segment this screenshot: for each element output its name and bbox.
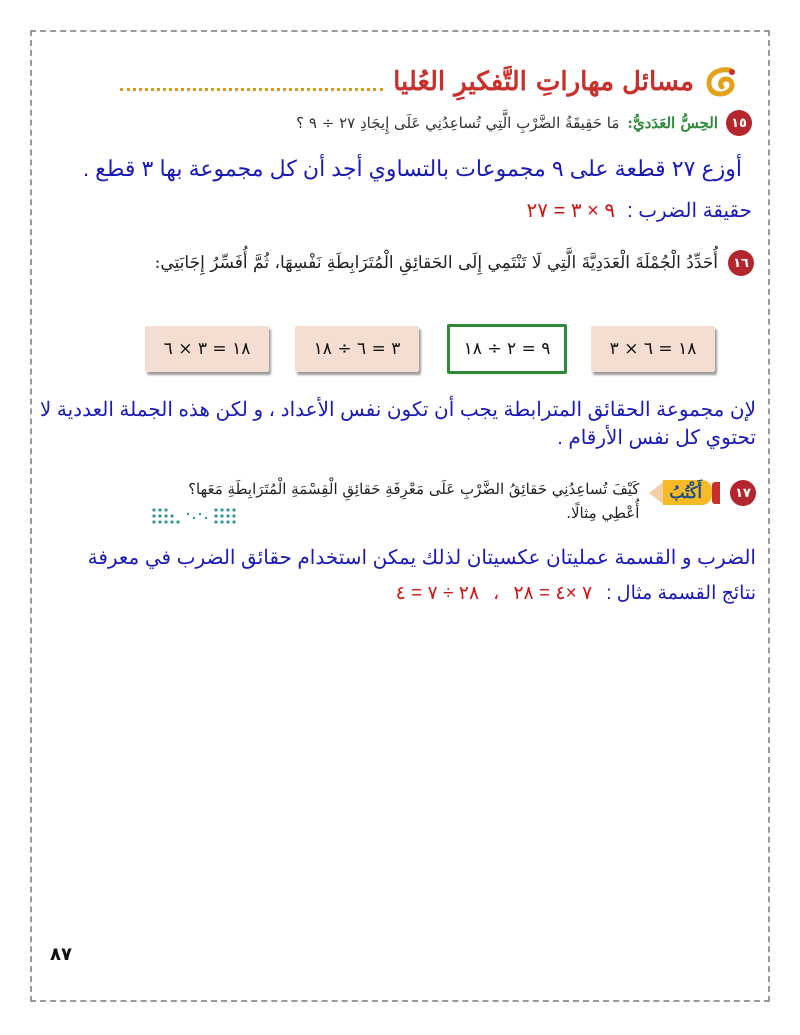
answer-17-line2 bbox=[396, 582, 756, 605]
question-16 bbox=[54, 250, 754, 276]
question-17-line1: كَيْفَ تُساعِدُنِي حَقائِقُ الضَّرْبِ عَلَى مَعْرِفَةِ حَقائِقِ الْقِسْمَةِ الْمُتَرَابِطَةِ مَعَها؟ bbox=[188, 480, 640, 498]
answer-15-line1: أوزع ٢٧ قطعة على ٩ مجموعات بالتساوي أجد أن كل مجموعة بها ٣ قطع . bbox=[82, 156, 742, 181]
card-3-selected[interactable]: ٩ = ٢ ÷ ١٨ bbox=[447, 324, 567, 374]
question-17-line2: أُعْطِي مِثالًا. bbox=[566, 504, 640, 522]
question-15 bbox=[112, 110, 752, 136]
answer-17-separator: ، bbox=[493, 583, 500, 604]
question-17-text bbox=[188, 480, 639, 522]
title-dotted-line bbox=[120, 88, 383, 91]
number-sentence-cards bbox=[145, 326, 715, 376]
page-number: ٨٧ bbox=[50, 944, 72, 965]
pencil-tip-icon bbox=[649, 482, 663, 504]
answer-17-example2: ٢٨ ÷ ٧ = ٤ bbox=[395, 583, 480, 604]
card-2[interactable]: ٣ = ٦ ÷ ١٨ bbox=[295, 326, 419, 372]
question-16-text: أُحَدِّدُ الْجُمْلَةَ الْعَدَدِيَّةَ الَّتِي لَا تَنْتَمِي إِلَى الحَقائِقِ الْمُتَرَابِطَةِ نَفْسِهَا، ثُمَّ أُفَسِّرُ إِجَابَتِي: bbox=[154, 253, 718, 273]
section-title-part1: مسائل bbox=[622, 67, 694, 97]
card-1[interactable]: ١٨ = ٣ × ٦ bbox=[145, 326, 269, 372]
question-15-text: مَا حَقِيقَةُ الضَّرْبِ الَّتِي تُساعِدُنِي عَلَى إِيجَادِ ٢٧ ÷ ٩ ؟ bbox=[296, 114, 620, 132]
question-number-17: ١٧ bbox=[730, 480, 756, 506]
answer-17-label: نتائج القسمة مثال : bbox=[606, 583, 756, 604]
question-15-label: الحِسُّ العَدَديُّ: bbox=[627, 114, 718, 132]
answer-16: لإن مجموعة الحقائق المترابطة يجب أن تكون نفس الأعداد ، و لكن هذه الجملة العددية لا تحتوي كل نفس الأرقام . bbox=[39, 399, 756, 449]
pencil-eraser-icon bbox=[712, 482, 720, 504]
write-pencil-badge bbox=[649, 480, 720, 505]
section-title bbox=[120, 62, 740, 102]
write-badge-label: أَكْتُبُ bbox=[663, 480, 712, 505]
answer-15-label: حقيقة الضرب : bbox=[627, 200, 752, 222]
answer-17-line1: الضرب و القسمة عمليتان عكسيتان لذلك يمكن استخدام حقائق الضرب في معرفة bbox=[87, 547, 756, 569]
puzzle-swirl-icon bbox=[700, 66, 740, 98]
section-title-part2: مهاراتِ التَّفكيرِ العُليا bbox=[393, 67, 615, 97]
question-number-16: ١٦ bbox=[728, 250, 754, 276]
answer-17-example1: ٧ ×٤ = ٢٨ bbox=[513, 583, 593, 604]
answer-15-line2 bbox=[527, 198, 752, 223]
answer-15-fact: ٩ × ٣ = ٢٧ bbox=[526, 200, 616, 222]
question-number-15: ١٥ bbox=[726, 110, 752, 136]
dots-pattern-icon bbox=[150, 504, 242, 528]
card-4[interactable]: ١٨ = ٦ × ٣ bbox=[591, 326, 715, 372]
